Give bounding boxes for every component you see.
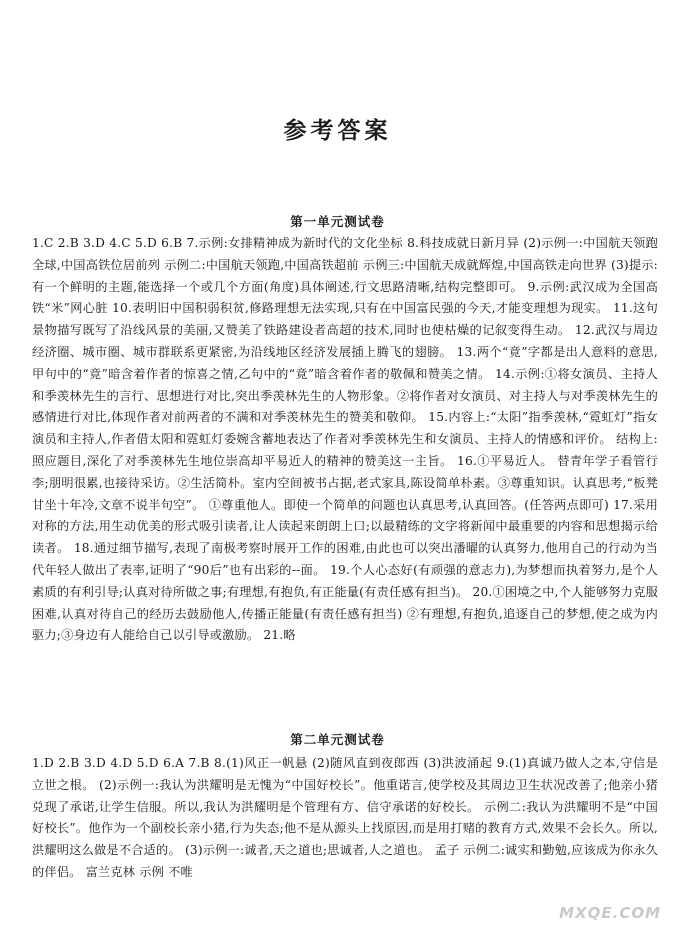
section-body-unit-2: 1.D 2.B 3.D 4.D 5.D 6.A 7.B 8.(1)风正一帆悬 (2)随风直到夜郎西 (3)洪波涌起 9.(1)真诚乃做人之本,守信是立世之根。 (2)示例一:我认为洪耀明是无愧为“中国好校长”。他重诺言,使学校及其周边卫生状况改善了;他亲小猪兑现了承诺,让学生信服。所以,我认为洪耀明是个管理有方、信守承诺的好校长。 示例二:我认为洪耀明不是“中国好校长”。他作为一个副校长亲小猪,行为失态;他不是从源头上找原因,而是用打赌的教育方式,效果不会长久。所以,洪耀明这么做是不合适的。 (3)示例一:诚者,天之道也;思诚者,人之道也。 孟子 示例二:诚实和勤勉,应该成为你永久的伴侣。 富兰克林 示例 不唯 [32,756,658,879]
section-body-unit-1: 1.C 2.B 3.D 4.C 5.D 6.B 7.示例:女排精神成为新时代的文化坐标 8.科技成就日新月异 (2)示例一:中国航天领跑全球,中国高铁位居前列 示例二:中国航天领跑,中国高铁超前 示例三:中国航天成就辉煌,中国高铁走向世界 (3)提示:有一个鲜明的主题,能选择一个或几个方面(角度)具体阐述,行文思路清晰,结构完整即可。 9.示例:武汉成为全国高铁“米”网心脏 10.表明旧中国积弱积贫,修路理想无法实现,只有在中国富民强的今天,才能变理想为现实。 11.这句景物描写既写了沿线风景的美丽,又赞美了铁路建设者高超的技术,同时也使枯燥的记叙变得生动。 12.武汉与周边经济圈、城市圈、城市群联系更紧密,为沿线地区经济发展插上腾飞的翅膀。 13.两个“竟”字都是出人意料的意思,甲句中的“竟”暗含着作者的惊喜之情,乙句中的“竟”暗含着作者的敬佩和赞美之情。 14.示例:①将女演员、主持人和季羡林先生的言行、思想进行对比,突出季羡林先生的人物形象。②将作者对女演员、对主持人与对季羡林先生的感情进行对比,体现作者对前两者的不满和对季羡林先生的赞美和敬仰。 15.内容上:“太阳”指季羡林,“霓虹灯”指女演员和主持人,作者借太阳和霓虹灯委婉含蓄地表达了作者对季羡林先生和女演员、主持人的情感和评价。 结构上:照应题目,深化了对季羡林先生地位崇高却平易近人的精神的赞美这一主旨。 16.①平易近人。 替青年学子看管行李;朋明很累,也接待采访。②生活简朴。室内空间被书占据,老式家具,陈设简单朴素。③尊重知识。认真思考,“板凳甘坐十年冷,文章不说半句空”。 ①尊重他人。即使一个简单的问题也认真思考,认真回答。(任答两点即可) 17.采用对称的方法,用生动优美的形式吸引读者,让人读起来朗朗上口;以最精练的文字将新闻中最重要的内容和思想揭示给读者。 18.通过细节描写,表现了南极考察时展开工作的困难,由此也可以突出潘曜的认真努力,他用自己的行动为当代年轻人做出了表率,证明了“90后”也有出彩的--面。 19.个人心态好(有顽强的意志力),为梦想而执着努力,是个人素质的有利引导;认真对待所做之事;有理想,有抱负,有正能量(有责任感有担当)。 20.①困境之中,个人能够努力克服困难,认真对待自己的经历去鼓励他人,传播正能量(有责任感有担当) ②有理想,有抱负,追逐自己的梦想,使之成为内驱力;③身边有人能给自己以引导或激励。 21.略 [32,236,658,643]
page-title: 参考答案 [283,118,392,144]
watermark-logo: MXQE.COM [559,904,661,922]
section-title-unit-1: 第一单元测试卷 [290,214,385,229]
section-title-unit-2: 第二单元测试卷 [290,732,385,747]
